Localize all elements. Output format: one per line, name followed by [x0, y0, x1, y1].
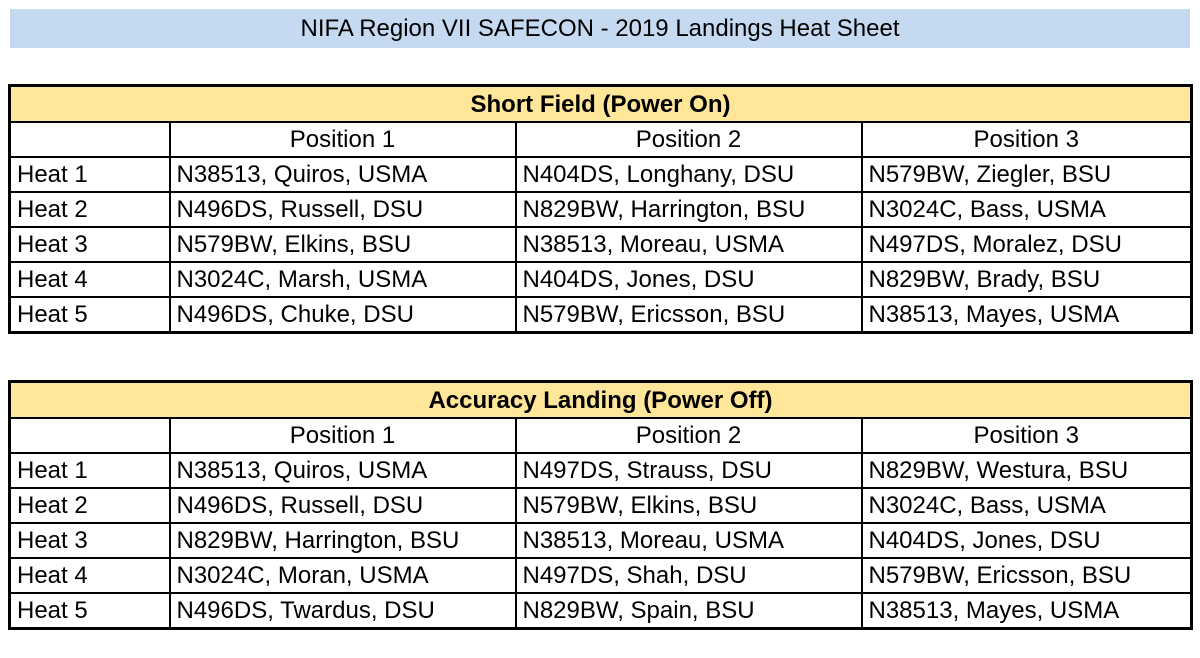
column-header-position-3: Position 3 [862, 122, 1192, 157]
table-row [10, 453, 1192, 488]
table-cell: N38513, Mayes, USMA [862, 297, 1192, 333]
corner-cell [10, 418, 170, 453]
heat-label: Heat 1 [10, 453, 170, 488]
section-title: Short Field (Power On) [10, 86, 1192, 123]
table-cell: N404DS, Jones, DSU [862, 523, 1192, 558]
column-header-position-3: Position 3 [862, 418, 1192, 453]
column-header-position-2: Position 2 [516, 418, 862, 453]
page-title [10, 9, 1190, 48]
heat-label: Heat 4 [10, 262, 170, 297]
column-header-position-1: Position 1 [170, 122, 516, 157]
table-cell: N496DS, Twardus, DSU [170, 593, 516, 629]
column-header-position-1: Position 1 [170, 418, 516, 453]
table-cell: N496DS, Russell, DSU [170, 488, 516, 523]
short-field-table [8, 84, 1193, 334]
table-row [10, 192, 1192, 227]
section-title: Accuracy Landing (Power Off) [10, 382, 1192, 419]
heat-label: Heat 2 [10, 488, 170, 523]
table-row [10, 227, 1192, 262]
heat-label: Heat 1 [10, 157, 170, 192]
table-row [10, 297, 1192, 333]
table-cell: N829BW, Westura, BSU [862, 453, 1192, 488]
table-cell: N829BW, Harrington, BSU [170, 523, 516, 558]
table-cell: N829BW, Harrington, BSU [516, 192, 862, 227]
accuracy-landing-table [8, 380, 1193, 630]
table-row [10, 488, 1192, 523]
table-cell: N497DS, Strauss, DSU [516, 453, 862, 488]
table-cell: N829BW, Spain, BSU [516, 593, 862, 629]
table-cell: N38513, Moreau, USMA [516, 227, 862, 262]
column-header-row [10, 418, 1192, 453]
table-cell: N38513, Moreau, USMA [516, 523, 862, 558]
table-row [10, 157, 1192, 192]
heat-label: Heat 4 [10, 558, 170, 593]
table-cell: N38513, Quiros, USMA [170, 157, 516, 192]
section-header-row [10, 382, 1192, 419]
heat-label: Heat 3 [10, 523, 170, 558]
table-cell: N3024C, Bass, USMA [862, 488, 1192, 523]
table-row [10, 593, 1192, 629]
heat-label: Heat 5 [10, 297, 170, 333]
table-cell: N497DS, Moralez, DSU [862, 227, 1192, 262]
table-row [10, 523, 1192, 558]
table-cell: N3024C, Marsh, USMA [170, 262, 516, 297]
column-header-row [10, 122, 1192, 157]
table-cell: N38513, Quiros, USMA [170, 453, 516, 488]
heat-label: Heat 5 [10, 593, 170, 629]
table-cell: N579BW, Ziegler, BSU [862, 157, 1192, 192]
column-header-position-2: Position 2 [516, 122, 862, 157]
table-cell: N404DS, Longhany, DSU [516, 157, 862, 192]
table-cell: N829BW, Brady, BSU [862, 262, 1192, 297]
table-cell: N404DS, Jones, DSU [516, 262, 862, 297]
section-header-row [10, 86, 1192, 123]
heat-label: Heat 2 [10, 192, 170, 227]
table-cell: N496DS, Russell, DSU [170, 192, 516, 227]
heat-label: Heat 3 [10, 227, 170, 262]
table-cell: N579BW, Ericsson, BSU [862, 558, 1192, 593]
table-row [10, 558, 1192, 593]
table-cell: N579BW, Ericsson, BSU [516, 297, 862, 333]
corner-cell [10, 122, 170, 157]
table-cell: N3024C, Bass, USMA [862, 192, 1192, 227]
table-row [10, 262, 1192, 297]
table-cell: N579BW, Elkins, BSU [170, 227, 516, 262]
table-cell: N3024C, Moran, USMA [170, 558, 516, 593]
page-title-text: NIFA Region VII SAFECON - 2019 Landings Heat Sheet [300, 14, 900, 42]
table-cell: N38513, Mayes, USMA [862, 593, 1192, 629]
table-cell: N496DS, Chuke, DSU [170, 297, 516, 333]
table-cell: N579BW, Elkins, BSU [516, 488, 862, 523]
table-cell: N497DS, Shah, DSU [516, 558, 862, 593]
